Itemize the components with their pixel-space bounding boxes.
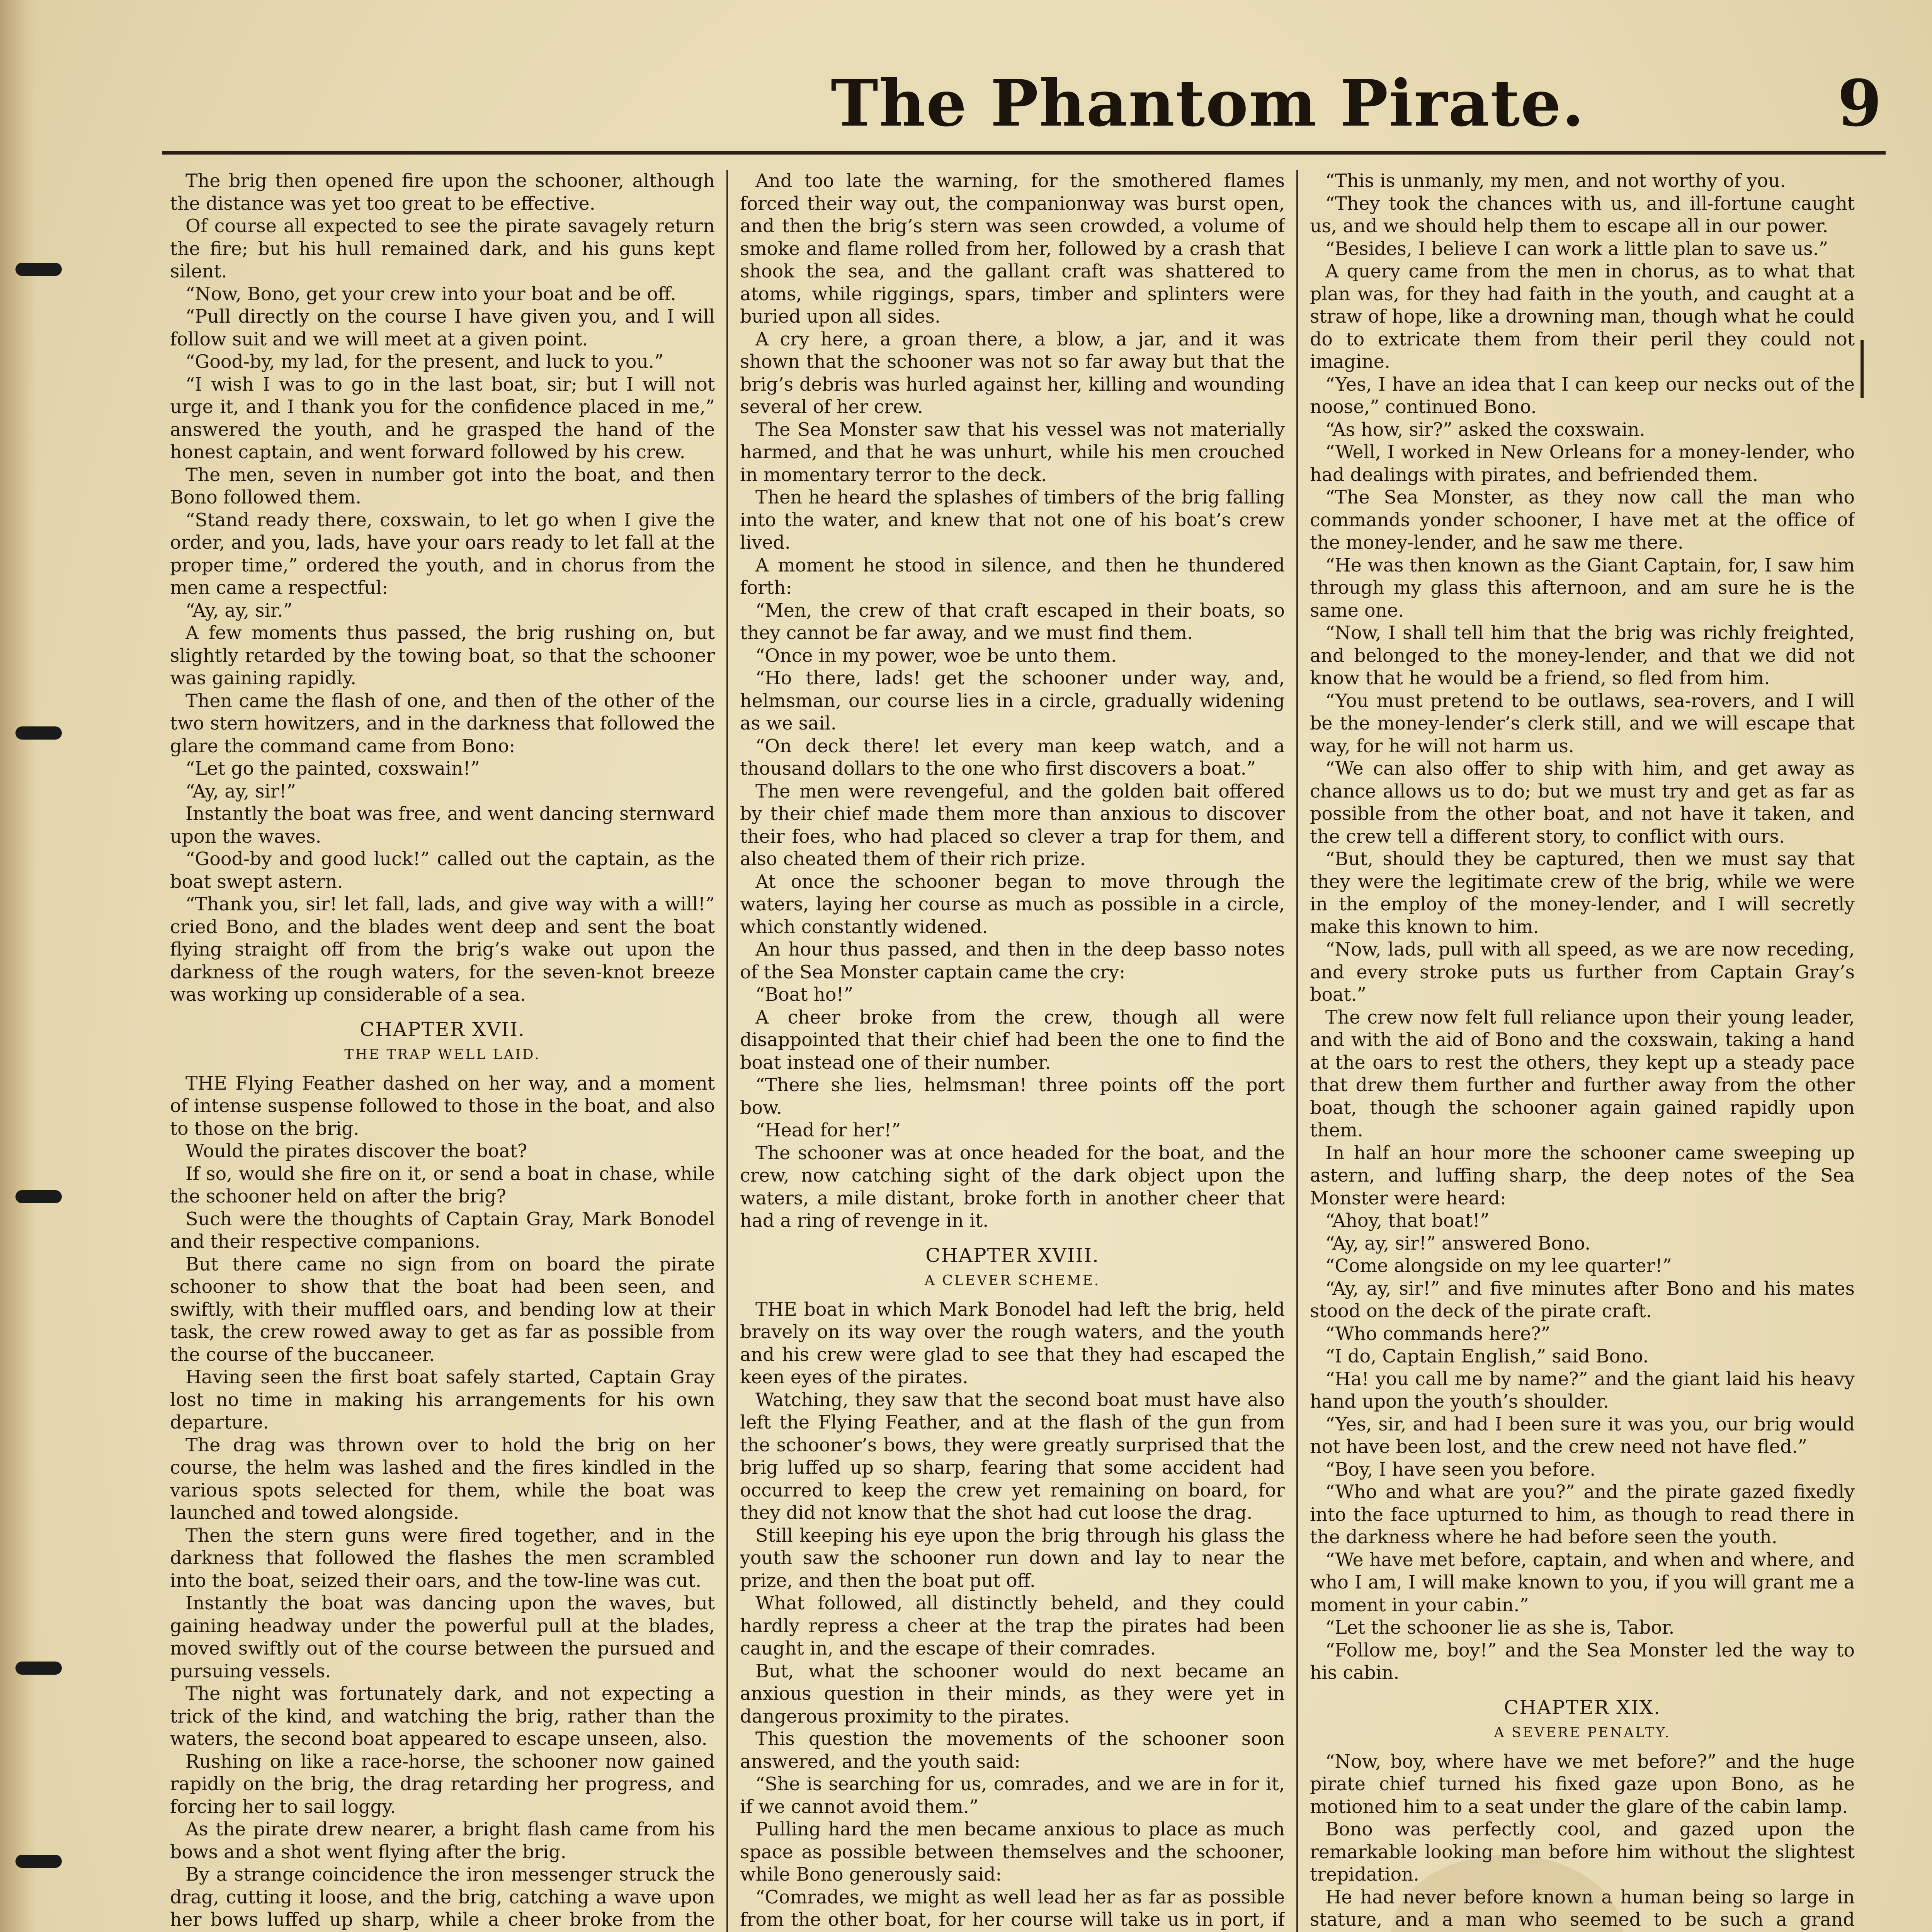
- paragraph: Still keeping his eye upon the brig through his glass the youth saw the schooner run down and lay to near the prize, and then the boat put off.: [740, 1525, 1285, 1592]
- paragraph: In half an hour more the schooner came sweeping up astern, and luffing sharp, the deep notes of the Sea Monster were heard:: [1310, 1142, 1855, 1209]
- paragraph: “Yes, I have an idea that I can keep our necks out of the noose,” continued Bono.: [1310, 374, 1855, 418]
- paragraph: An hour thus passed, and then in the deep basso notes of the Sea Monster captain came the cry:: [740, 939, 1285, 983]
- paragraph: The schooner was at once headed for the boat, and the crew, now catching sight of the dark object upon the waters, a mile distant, broke forth in another cheer that had a ring of revenge in it.: [740, 1142, 1285, 1231]
- paragraph: “On deck there! let every man keep watch, and a thousand dollars to the one who first discovers a boat.”: [740, 735, 1285, 779]
- paragraph: Instantly the boat was free, and went dancing sternward upon the waves.: [170, 803, 715, 847]
- paragraph: “Ay, ay, sir!” answered Bono.: [1325, 1233, 1591, 1254]
- paragraph: “Now, Bono, get your crew into your boat and be off.: [185, 283, 676, 305]
- binding-hole: [15, 263, 62, 276]
- paragraph: “Ay, ay, sir!” and five minutes after Bono and his mates stood on the deck of the pirate craft.: [1310, 1278, 1855, 1322]
- page-left-edge: [0, 0, 37, 1932]
- paragraph: Of course all expected to see the pirate savagely return the fire; but his hull remained dark, and his guns kept silent.: [170, 216, 715, 282]
- paragraph: “Who and what are you?” and the pirate gazed fixedly into the face upturned to him, as though to read there in the darkness where he had before seen the youth.: [1310, 1481, 1855, 1548]
- paragraph: “You must pretend to be outlaws, sea-rovers, and I will be the money-lender’s clerk still, and we will escape that way, for he will not harm us.: [1310, 690, 1855, 757]
- paragraph: Then the stern guns were fired together, and in the darkness that followed the flashes the men scrambled into the boat, seized their oars, and the tow-line was cut.: [170, 1525, 715, 1592]
- chapter-heading: CHAPTER XVII.: [359, 1018, 526, 1041]
- paragraph: “Yes, sir, and had I been sure it was you, our brig would not have been lost, and the crew need not have fled.”: [1310, 1413, 1855, 1458]
- paragraph: “Comrades, we might as well lead her as far as possible from the other boat, for her course will take us in port, if: [740, 1886, 1285, 1930]
- paragraph: Then he heard the splashes of timbers of the brig falling into the water, and knew that not one of his boat’s crew lived.: [740, 487, 1285, 553]
- paragraph: “Now, lads, pull with all speed, as we are now receding, and every stroke puts us further from Captain Gray’s boat.”: [1310, 939, 1855, 1005]
- paragraph: Watching, they saw that the second boat must have also left the Flying Feather, and at the flash of the gun from the schooner’s bows, they were greatly surprised that the brig luffed up so sharp, fearing that some accident had occurred to keep the crew yet remaining on board, for they did not know that the shot had cut loose the drag.: [740, 1389, 1285, 1524]
- paragraph: “They took the chances with us, and ill-fortune caught us, and we should help them to escape all in our power.: [1310, 193, 1855, 237]
- paragraph: “As how, sir?” asked the coxswain.: [1325, 419, 1645, 440]
- paragraph: If so, would she fire on it, or send a boat in chase, while the schooner held on after the brig?: [170, 1163, 715, 1207]
- paragraph: “Stand ready there, coxswain, to let go when I give the order, and you, lads, have your oars ready to let fall at the proper time,” ordered the youth, and in chorus from the men came a respectful:: [170, 509, 715, 599]
- paragraph: “Men, the crew of that craft escaped in their boats, so they cannot be far away, and we must find them.: [740, 600, 1285, 644]
- chapter-heading: CHAPTER XVIII.: [925, 1244, 1099, 1267]
- paragraph: THE Flying Feather dashed on her way, and a moment of intense suspense followed to those in the boat, and also to those on the brig.: [170, 1073, 715, 1139]
- column-divider: [1296, 170, 1298, 1932]
- paragraph: “Once in my power, woe be unto them.: [755, 645, 1117, 667]
- paragraph: This question the movements of the schooner soon answered, and the youth said:: [740, 1728, 1285, 1772]
- paragraph: “Ho there, lads! get the schooner under way, and, helmsman, our course lies in a circle, gradually widening as we sail.: [740, 668, 1285, 734]
- paragraph: A cry here, a groan there, a blow, a jar, and it was shown that the schooner was not so far away but that the brig’s debris was hurled against her, killing and wounding several of her crew.: [740, 328, 1285, 418]
- paragraph: “We have met before, captain, and when and where, and who I am, I will make known to you, if you will grant me a moment in your cabin.”: [1310, 1549, 1855, 1616]
- paragraph: “I wish I was to go in the last boat, sir; but I will not urge it, and I thank you for the confidence placed in me,” answered the youth, and he grasped the hand of the honest captain, and went forward followed by his crew.: [170, 374, 715, 463]
- paragraph: “He was then known as the Giant Captain, for, I saw him through my glass this afternoon, and am sure he is the same one.: [1310, 554, 1855, 621]
- chapter-subtitle: THE TRAP WELL LAID.: [344, 1047, 541, 1063]
- paragraph: “Now, boy, where have we met before?” and the huge pirate chief turned his fixed gaze upon Bono, as he motioned him to a seat under the glare of the cabin lamp.: [1310, 1751, 1855, 1818]
- paragraph: Then came the flash of one, and then of the other of the two stern howitzers, and in the darkness that followed the glare the command came from Bono:: [170, 690, 715, 757]
- paragraph: “Good-by and good luck!” called out the captain, as the boat swept astern.: [170, 849, 715, 893]
- paragraph: The crew now felt full reliance upon their young leader, and with the aid of Bono and the coxswain, taking a hand at the oars to rest the others, they kept up a steady pace that drew them further and further away from the other boat, though the schooner again gained rapidly upon them.: [1310, 1007, 1855, 1141]
- paragraph: “I do, Captain English,” said Bono.: [1325, 1346, 1649, 1367]
- paragraph: “Good-by, my lad, for the present, and luck to you.”: [185, 351, 664, 372]
- paragraph: But, what the schooner would do next became an anxious question in their minds, as they were yet in dangerous proximity to the pirates.: [740, 1660, 1285, 1727]
- paragraph: A moment he stood in silence, and then he thundered forth:: [740, 554, 1285, 599]
- chapter-heading: CHAPTER XIX.: [1504, 1696, 1661, 1719]
- page-header: [166, 58, 1886, 155]
- binding-hole: [15, 1855, 62, 1868]
- paragraph: “Ahoy, that boat!”: [1325, 1210, 1490, 1231]
- paragraph: And too late the warning, for the smothered flames forced their way out, the companionway was burst open, and then the brig’s stern was seen crowded, a volume of smoke and flame rolled from her, followed by a crash that shook the sea, and the gallant craft was shattered to atoms, while riggings, spars, timber and splinters were buried upon all sides.: [740, 170, 1285, 327]
- paragraph: Pulling hard the men became anxious to place as much space as possible between themselves and the schooner, while Bono generously said:: [740, 1819, 1285, 1885]
- paragraph: THE boat in which Mark Bonodel had left the brig, held bravely on its way over the rough waters, and the youth and his crew were glad to see that they had escaped the keen eyes of the pirates.: [740, 1299, 1285, 1388]
- paragraph: “Let the schooner lie as she is, Tabor.: [1325, 1617, 1675, 1638]
- paragraph: “But, should they be captured, then we must say that they were the legitimate crew of the brig, while we were in the employ of the money-lender, and I will secretly make this known to him.: [1310, 849, 1855, 938]
- paragraph: The men, seven in number got into the boat, and then Bono followed them.: [170, 464, 715, 508]
- paragraph: What followed, all distinctly beheld, and they could hardly repress a cheer at the trap the pirates had been caught in, and the escape of their comrades.: [740, 1593, 1285, 1659]
- paragraph: Having seen the first boat safely started, Captain Gray lost no time in making his arrangements for his own departure.: [170, 1367, 715, 1433]
- paragraph: Bono was perfectly cool, and gazed upon the remarkable looking man before him without the slightest trepidation.: [1310, 1819, 1855, 1885]
- paragraph: A query came from the men in chorus, as to what that plan was, for they had faith in the youth, and caught at a straw of hope, like a drowning man, though what he could do to extricate them from their peril they could not imagine.: [1310, 261, 1855, 372]
- paragraph: As the pirate drew nearer, a bright flash came from his bows and a shot went flying after the brig.: [170, 1819, 715, 1863]
- text-column-middle: [740, 170, 1285, 1932]
- column-divider: [726, 170, 728, 1932]
- page-title: The Phantom Pirate.: [831, 66, 1585, 141]
- paragraph: The Sea Monster saw that his vessel was not materially harmed, and that he was unhurt, while his men crouched in momentary terror to the deck.: [740, 419, 1285, 486]
- paragraph: At once the schooner began to move through the waters, laying her course as much as possible in a circle, which constantly widened.: [740, 871, 1285, 938]
- paragraph: “Ay, ay, sir!”: [185, 781, 296, 802]
- paragraph: “Let go the painted, coxswain!”: [185, 758, 480, 779]
- paragraph: “Now, I shall tell him that the brig was richly freighted, and belonged to the money-lender, and that we did not know that he would be a friend, so fled from him.: [1310, 622, 1855, 689]
- paragraph: “Come alongside on my lee quarter!”: [1325, 1255, 1672, 1277]
- paragraph: The drag was thrown over to hold the brig on her course, the helm was lashed and the fires kindled in the various spots selected for them, while the boat was launched and towed alongside.: [170, 1434, 715, 1524]
- paragraph: The brig then opened fire upon the schooner, although the distance was yet too great to be effective.: [170, 170, 715, 214]
- paragraph: “Head for her!”: [755, 1120, 901, 1141]
- paragraph: A cheer broke from the crew, though all were disappointed that their chief had been the one to find the boat instead one of their number.: [740, 1007, 1285, 1073]
- paragraph: The men were revengeful, and the golden bait offered by their chief made them more than anxious to discover their foes, who had placed so clever a trap for them, and also cheated them of their rich prize.: [740, 781, 1285, 870]
- paragraph: Rushing on like a race-horse, the schooner now gained rapidly on the brig, the drag retarding her progress, and forcing her to sail loggy.: [170, 1751, 715, 1818]
- binding-hole: [15, 1662, 62, 1675]
- paragraph: Such were the thoughts of Captain Gray, Mark Bonodel and their respective companions.: [170, 1208, 715, 1252]
- binding-hole: [15, 1190, 62, 1203]
- paragraph: “Ha! you call me by name?” and the giant laid his heavy hand upon the youth’s shoulder.: [1310, 1368, 1855, 1412]
- paragraph: “Ay, ay, sir.”: [185, 600, 293, 621]
- paragraph: The night was fortunately dark, and not expecting a trick of the kind, and watching the brig, rather than the waters, the second boat appeared to escape unseen, also.: [170, 1683, 715, 1750]
- text-column-left: [170, 170, 715, 1932]
- binding-hole: [15, 726, 62, 740]
- paragraph: He had never before known a human being so large in stature, and a man who seemed to be such a grand: [1310, 1886, 1855, 1930]
- paragraph: “This is unmanly, my men, and not worthy of you.: [1325, 170, 1786, 192]
- paragraph: Would the pirates discover the boat?: [185, 1141, 527, 1162]
- margin-mark: [1861, 340, 1864, 398]
- paragraph: “The Sea Monster, as they now call the man who commands yonder schooner, I have met at the office of the money-lender, and he saw me there.: [1310, 487, 1855, 553]
- text-column-right: [1310, 170, 1855, 1932]
- chapter-subtitle: A CLEVER SCHEME.: [924, 1273, 1100, 1289]
- paragraph: “There she lies, helmsman! three points off the port bow.: [740, 1075, 1285, 1119]
- paragraph: “Well, I worked in New Orleans for a money-lender, who had dealings with pirates, and befriended them.: [1310, 442, 1855, 486]
- paragraph: “Who commands here?”: [1325, 1323, 1551, 1345]
- paragraph: By a strange coincidence the iron messenger struck the drag, cutting it loose, and the brig, catching a wave upon her bows luffed up sharp, while a cheer broke from the: [170, 1864, 715, 1930]
- paragraph: A few moments thus passed, the brig rushing on, but slightly retarded by the towing boat, so that the schooner was gaining rapidly.: [170, 622, 715, 689]
- paragraph: “Pull directly on the course I have given you, and I will follow suit and we will meet at a given point.: [170, 306, 715, 350]
- page-number: 9: [1837, 66, 1882, 141]
- paragraph: “We can also offer to ship with him, and get away as chance allows us to do; but we must try and get as far as possible from the other boat, and not have it taken, and the crew tell a different story, to conflict with ours.: [1310, 758, 1855, 847]
- chapter-subtitle: A SEVERE PENALTY.: [1494, 1725, 1671, 1741]
- paragraph: “Follow me, boy!” and the Sea Monster led the way to his cabin.: [1310, 1639, 1855, 1684]
- paragraph: “Besides, I believe I can work a little plan to save us.”: [1325, 238, 1828, 260]
- paragraph: But there came no sign from on board the pirate schooner to show that the boat had been seen, and swiftly, with their muffled oars, and bending low at their task, the crew rowed away to get as far as possible from the course of the buccaneer.: [170, 1253, 715, 1366]
- paragraph: “She is searching for us, comrades, and we are in for it, if we cannot avoid them.”: [740, 1774, 1285, 1818]
- paragraph: “Boy, I have seen you before.: [1325, 1459, 1596, 1480]
- paragraph: Instantly the boat was dancing upon the waves, but gaining headway under the powerful pull at the blades, moved swiftly out of the course between the pursued and pursuing vessels.: [170, 1593, 715, 1682]
- paragraph: “Boat ho!”: [755, 984, 853, 1005]
- header-rule: [162, 151, 1886, 155]
- paragraph: “Thank you, sir! let fall, lads, and give way with a will!” cried Bono, and the blades went deep and sent the boat flying straight off from the brig’s wake out upon the darkness of the rough waters, for the seven-knot breeze was working up considerable of a sea.: [170, 894, 715, 1005]
